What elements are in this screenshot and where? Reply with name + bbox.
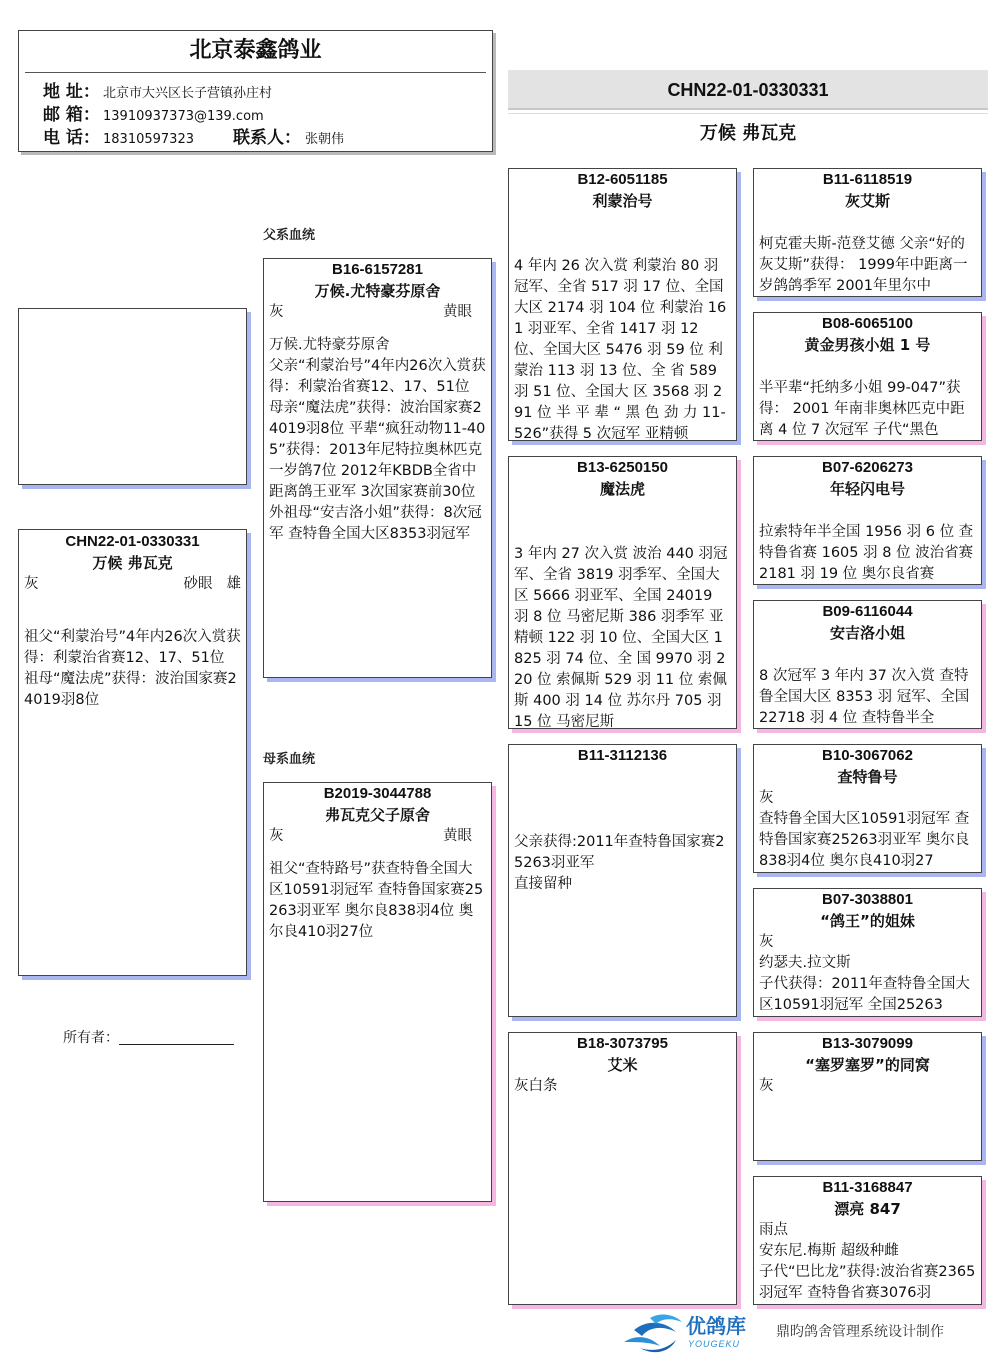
granddam-paternal-notes: 3 年内 27 次入赏 波治 440 羽冠军、全省 3819 羽季军、全国大区 5666 羽亚军、全国 24019 羽 8 位 马密尼斯 386 羽季军 亚精顿 122 羽 10 位、全国大区 1825 羽 74 位、全 国 9970 羽 220 位 索佩斯 529 羽 11 位 索佩斯 400 羽 14 位 苏尔丹 705 羽 15 位 马密尼斯 bbox=[514, 546, 728, 729]
ancestor-3-name: 年轻闪电号 bbox=[829, 480, 905, 498]
granddam-paternal-ring: B13-6250150 bbox=[577, 459, 668, 476]
footer-logo bbox=[620, 1312, 760, 1356]
ancestor-8-ring: B11-3168847 bbox=[822, 1179, 913, 1196]
ancestor-6-notes: 灰 约瑟夫.拉文斯 子代获得：2011年查特鲁全国大区10591羽冠军 全国25263 bbox=[759, 934, 970, 1013]
grandsire-maternal-card bbox=[508, 744, 737, 1017]
subject-card bbox=[18, 529, 247, 976]
ancestor-7-notes: 灰 bbox=[759, 1078, 774, 1094]
logo-text-cn: 优鸽库 bbox=[686, 1314, 746, 1338]
loft-info-card bbox=[18, 30, 493, 152]
ancestor-7-ring: B13-3079099 bbox=[822, 1035, 913, 1052]
phone-value: 18310597323 bbox=[103, 132, 194, 147]
subject-color: 灰 bbox=[24, 576, 39, 592]
subject-name: 万候 弗瓦克 bbox=[92, 554, 173, 572]
ancestor-card-4 bbox=[753, 600, 982, 729]
ancestor-2-ring: B08-6065100 bbox=[822, 315, 913, 332]
sire-eye: 黄眼 bbox=[443, 304, 472, 320]
logo-wave-icon bbox=[620, 1312, 684, 1356]
photo-box bbox=[18, 308, 247, 485]
sire-card bbox=[263, 258, 492, 678]
ancestor-card-3 bbox=[753, 456, 982, 585]
granddam-maternal-ring: B18-3073795 bbox=[577, 1035, 668, 1052]
grandsire-paternal-card bbox=[508, 168, 737, 441]
dam-eye: 黄眼 bbox=[443, 828, 472, 844]
ancestor-4-notes: 8 次冠军 3 年内 37 次入赏 查特鲁全国大区 8353 羽 冠军、全国 22718 羽 4 位 查特鲁半全 bbox=[759, 668, 974, 726]
ancestor-card-8 bbox=[753, 1176, 982, 1305]
ancestor-8-name: 漂亮 847 bbox=[834, 1200, 901, 1218]
granddam-maternal-card bbox=[508, 1032, 737, 1305]
banner-underline bbox=[508, 113, 988, 114]
ancestor-8-notes: 雨点 安东尼.梅斯 超级种雌 子代“巴比龙”获得:波治省赛2365羽冠军 查特鲁省赛3076羽 bbox=[759, 1222, 976, 1301]
bird-ring-title: CHN22-01-0330331 bbox=[667, 80, 829, 100]
dam-card bbox=[263, 782, 492, 1202]
granddam-paternal-name: 魔法虎 bbox=[599, 480, 645, 498]
grandsire-paternal-name: 利蒙治号 bbox=[592, 192, 653, 210]
sire-ring: B16-6157281 bbox=[332, 261, 423, 278]
ancestor-6-name: “鸽王”的姐妹 bbox=[820, 912, 915, 930]
ancestor-6-ring: B07-3038801 bbox=[822, 891, 913, 908]
address-value: 北京市大兴区长子营镇孙庄村 bbox=[103, 86, 273, 101]
ancestor-card-1 bbox=[753, 168, 982, 297]
logo-text-en: YOUGEKU bbox=[688, 1339, 741, 1349]
email-value: 13910937373@139.com bbox=[103, 109, 264, 124]
ancestor-1-notes: 柯克霍夫斯-范登艾德 父亲“好的灰艾斯”获得： 1999年中距离一岁鸽鸽季军 2001年里尔中 bbox=[759, 236, 968, 294]
sire-name: 万候.尤特豪芬原舍 bbox=[314, 282, 441, 300]
footer-credit: 鼎昀鸽舍管理系统设计制作 bbox=[776, 1324, 944, 1340]
ancestor-4-name: 安吉洛小姐 bbox=[829, 624, 905, 642]
ancestor-card-6 bbox=[753, 888, 982, 1017]
owner-field bbox=[63, 1028, 234, 1048]
subject-notes: 祖父“利蒙治号”4年内26次入赏获得：利蒙治省赛12、17、51位 祖母“魔法虎”获得：波治国家赛24019羽8位 bbox=[24, 629, 241, 708]
granddam-maternal-notes: 灰白条 bbox=[514, 1078, 558, 1094]
bird-name-title: 万候 弗瓦克 bbox=[699, 123, 797, 144]
ancestor-card-5 bbox=[753, 744, 982, 873]
ancestor-1-name: 灰艾斯 bbox=[844, 192, 890, 210]
grandsire-maternal-notes: 父亲获得:2011年查特鲁国家赛25263羽亚军 直接留种 bbox=[514, 834, 725, 892]
ancestor-2-notes: 半平辈“托纳多小姐 99-047”获得： 2001 年南非奥林匹克中距离 4 位 7 次冠军 子代“黑色 bbox=[759, 380, 965, 438]
sire-section-label: 父系血统 bbox=[263, 228, 316, 243]
subject-ring: CHN22-01-0330331 bbox=[65, 533, 200, 550]
dam-ring: B2019-3044788 bbox=[323, 785, 432, 802]
ancestor-1-ring: B11-6118519 bbox=[822, 171, 913, 188]
dam-color: 灰 bbox=[269, 828, 284, 844]
ancestor-2-name: 黄金男孩小姐 1 号 bbox=[804, 336, 931, 354]
grandsire-maternal-ring: B11-3112136 bbox=[577, 747, 668, 764]
subject-eye: 砂眼 bbox=[183, 576, 213, 592]
bird-ring-banner bbox=[508, 70, 988, 110]
ancestor-5-notes: 灰 查特鲁全国大区10591羽冠军 查特鲁国家赛25263羽亚军 奥尔良838羽4位 奥尔良410羽27 bbox=[759, 790, 970, 869]
sire-color: 灰 bbox=[269, 304, 284, 320]
grandsire-paternal-ring: B12-6051185 bbox=[577, 171, 668, 188]
ancestor-5-name: 查特鲁号 bbox=[837, 768, 898, 786]
ancestor-5-ring: B10-3067062 bbox=[822, 747, 913, 764]
dam-section-label: 母系血统 bbox=[263, 752, 316, 767]
grandsire-paternal-notes: 4 年内 26 次入赏 利蒙治 80 羽冠军、全省 517 羽 17 位、全国大区 2174 羽 104 位 利蒙治 161 羽亚军、全省 1417 羽 12 位、全国大区 5476 羽 59 位 利蒙治 113 羽 13 位、全 省 589 羽 51 位、全国大 区 3568 羽 291 位 半 平 辈 “ 黑 色 劲 力 11-526”获得 5 次冠军 亚精顿 bbox=[514, 258, 727, 441]
dam-notes: 祖父“查特路号”获查特鲁全国大区10591羽冠军 查特鲁国家赛25263羽亚军 奥尔良838羽4位 奥尔良410羽27位 bbox=[269, 861, 484, 940]
granddam-maternal-name: 艾米 bbox=[607, 1056, 638, 1074]
contact-value: 张朝伟 bbox=[305, 132, 345, 147]
phone-label: 电 话： bbox=[43, 128, 100, 148]
address-label: 地 址： bbox=[43, 82, 100, 102]
ancestor-3-notes: 拉索特年半全国 1956 羽 6 位 查特鲁省赛 1605 羽 8 位 波治省赛 2181 羽 19 位 奥尔良省赛 bbox=[759, 524, 978, 582]
grandsire-maternal-name bbox=[509, 766, 736, 788]
ancestor-card-2 bbox=[753, 312, 982, 441]
email-label: 邮 箱： bbox=[43, 105, 100, 125]
dam-name: 弗瓦克父子原舍 bbox=[324, 806, 430, 824]
loft-title: 北京泰鑫鸽业 bbox=[189, 38, 322, 63]
ancestor-card-7 bbox=[753, 1032, 982, 1161]
subject-sex: 雄 bbox=[226, 576, 241, 592]
ancestor-3-ring: B07-6206273 bbox=[822, 459, 913, 476]
owner-label: 所有者： bbox=[63, 1030, 119, 1046]
owner-blank bbox=[119, 1044, 234, 1045]
granddam-paternal-card bbox=[508, 456, 737, 729]
sire-notes: 万候.尤特豪芬原舍 父亲“利蒙治号”4年内26次入赏获得：利蒙治省赛12、17、51位 母亲“魔法虎”获得：波治国家赛24019羽8位 平辈“疯狂动物11-405”获得：2013年尼特拉奥林匹克一岁鸽7位 2012年KBDB全省中距离鸽王亚军 3次国家赛前30位 外祖母“安吉洛小姐”获得：8次冠军 查特鲁全国大区8353羽冠军 bbox=[269, 337, 486, 542]
contact-label: 联系人： bbox=[233, 128, 301, 148]
ancestor-7-name: “塞罗塞罗”的同窝 bbox=[805, 1056, 930, 1074]
ancestor-4-ring: B09-6116044 bbox=[822, 603, 913, 620]
